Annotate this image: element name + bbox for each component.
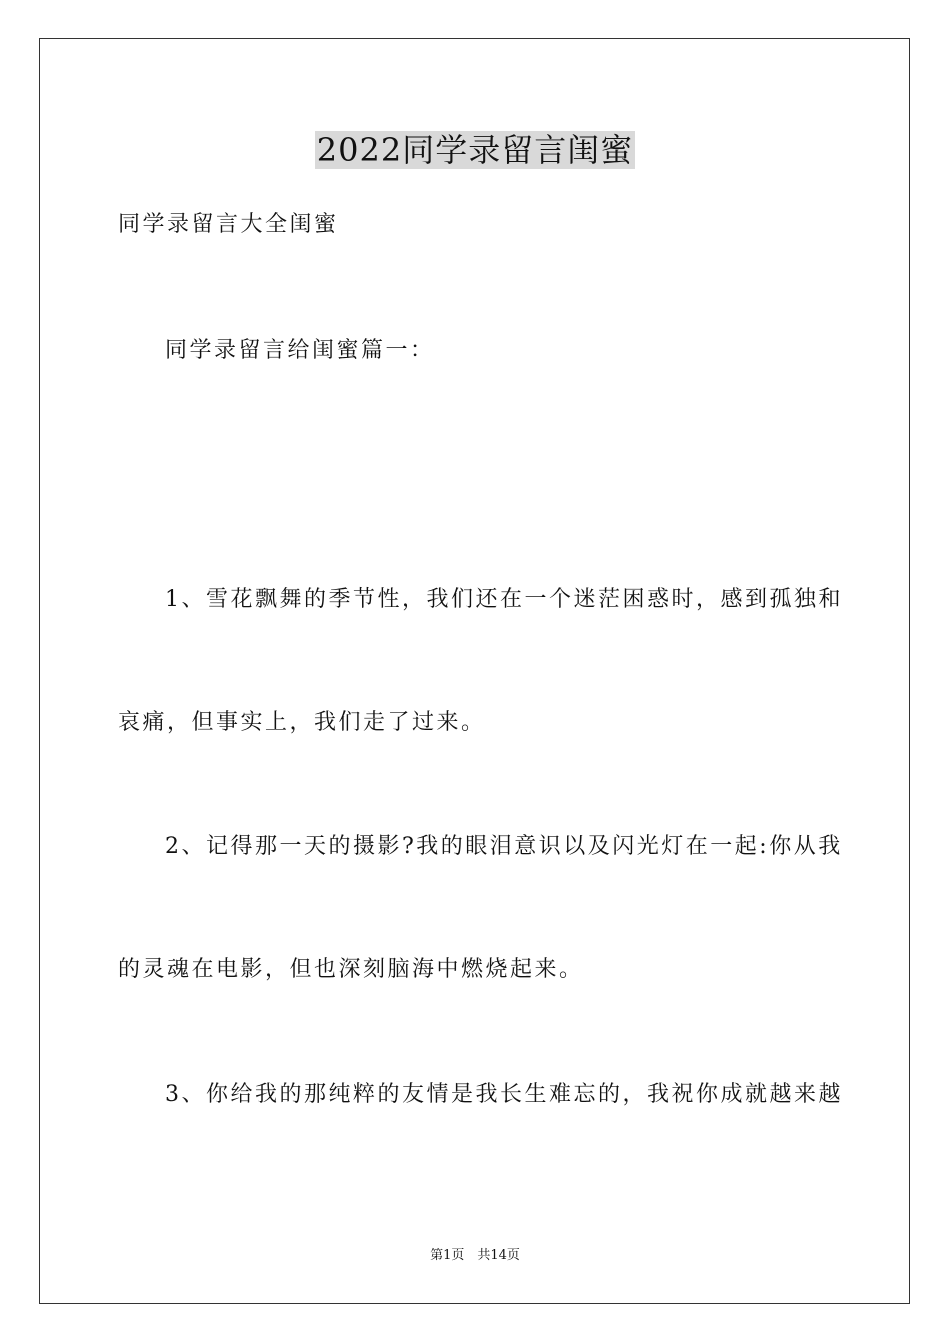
paragraph-3-line-1: 3、你给我的那纯粹的友情是我长生难忘的，我祝你成就越来越 (165, 1082, 843, 1107)
subtitle: 同学录留言大全闺蜜 (118, 212, 339, 237)
paragraph-1-line-2: 哀痛，但事实上，我们走了过来。 (118, 710, 486, 735)
paragraph-2-line-2: 的灵魂在电影，但也深刻脑海中燃烧起来。 (118, 957, 584, 982)
paragraph-2-line-1: 2、记得那一天的摄影?我的眼泪意识以及闪光灯在一起:你从我 (165, 834, 843, 859)
paragraph-1-line-1: 1、雪花飘舞的季节性，我们还在一个迷茫困惑时，感到孤独和 (165, 587, 843, 612)
document-title-text: 2022同学录留言闺蜜 (316, 131, 634, 169)
document-title (0, 128, 950, 172)
section-heading: 同学录留言给闺蜜篇一： (165, 338, 435, 363)
page-footer: 第1页 共14页 (430, 1248, 520, 1263)
